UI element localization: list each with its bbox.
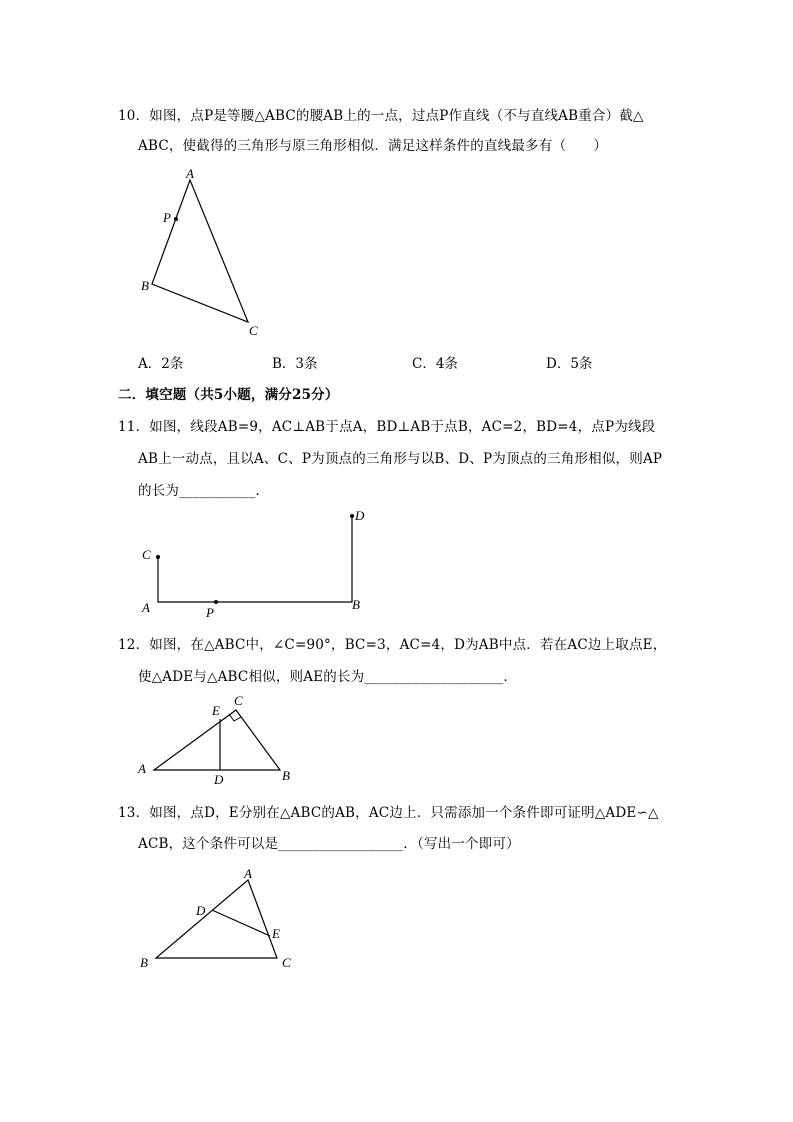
q12-label-b: B xyxy=(282,768,290,783)
q13-label-a: A xyxy=(244,866,252,881)
q11-point-p xyxy=(214,600,218,604)
q10-text-line2: ABC，使截得的三角形与原三角形相似．满足这样条件的直线最多有（ ） xyxy=(138,138,608,154)
q13-segment-de xyxy=(212,910,270,936)
q11-label-d: D xyxy=(355,508,365,523)
q13-label-e: E xyxy=(272,926,280,941)
q11-text-line3: 的长为___________． xyxy=(138,483,270,499)
q10-option-b: B．3条 xyxy=(272,356,318,372)
q12-label-d: D xyxy=(214,772,224,787)
q12-label-c: C xyxy=(234,693,243,708)
q11-label-p: P xyxy=(206,605,214,620)
q10-option-a: A．2条 xyxy=(138,356,184,372)
q13-figure xyxy=(130,860,310,980)
q13-text-line1: 13．如图，点D，E分别在△ABC的AB，AC边上．只需添加一个条件即可证明△ADE∽△ xyxy=(118,805,659,821)
q11-text-line2: AB上一动点，且以A、C、P为顶点的三角形与以B、D、P为顶点的三角形相似，则AP xyxy=(138,451,663,467)
q11-figure xyxy=(130,505,380,625)
q12-text-line1: 12．如图，在△ABC中，∠C=90°，BC=3，AC=4，D为AB中点．若在AC边上取点E， xyxy=(118,637,667,653)
q11-text-line1: 11．如图，线段AB=9，AC⊥AB于点A，BD⊥AB于点B，AC=2，BD=4，点P为线段 xyxy=(118,419,656,435)
q13-label-b: B xyxy=(140,955,148,970)
q10-option-c: C．4条 xyxy=(412,356,458,372)
q10-option-d: D．5条 xyxy=(546,356,593,372)
q10-triangle xyxy=(152,180,248,322)
q11-label-c: C xyxy=(142,547,151,562)
q13-text-line2: ACB，这个条件可以是__________________．（写出一个即可） xyxy=(138,836,520,852)
q10-label-a: A xyxy=(186,166,194,181)
q10-label-p: P xyxy=(163,210,171,225)
q10-point-p xyxy=(174,217,178,221)
section-title-fill-in: 二．填空题（共5小题，满分25分） xyxy=(118,387,339,403)
q12-text-line2: 使△ADE与△ABC相似，则AE的长为____________________． xyxy=(138,669,518,685)
q11-label-b: B xyxy=(352,597,360,612)
q12-figure xyxy=(130,690,310,790)
q13-triangle xyxy=(156,880,277,958)
q11-point-c xyxy=(156,555,160,559)
q13-label-d: D xyxy=(196,903,206,918)
q11-segments xyxy=(158,516,352,602)
q10-text-line1: 10．如图，点P是等腰△ABC的腰AB上的一点，过点P作直线（不与直线AB重合）截△ xyxy=(118,108,644,124)
q10-label-c: C xyxy=(249,323,258,338)
q11-label-a: A xyxy=(142,600,150,615)
q12-label-a: A xyxy=(138,761,146,776)
q12-label-e: E xyxy=(212,703,220,718)
q10-triangle-figure xyxy=(130,160,280,345)
q11-point-d xyxy=(350,514,354,518)
q12-triangle xyxy=(154,710,280,770)
q13-label-c: C xyxy=(282,955,291,970)
q10-label-b: B xyxy=(141,278,149,293)
